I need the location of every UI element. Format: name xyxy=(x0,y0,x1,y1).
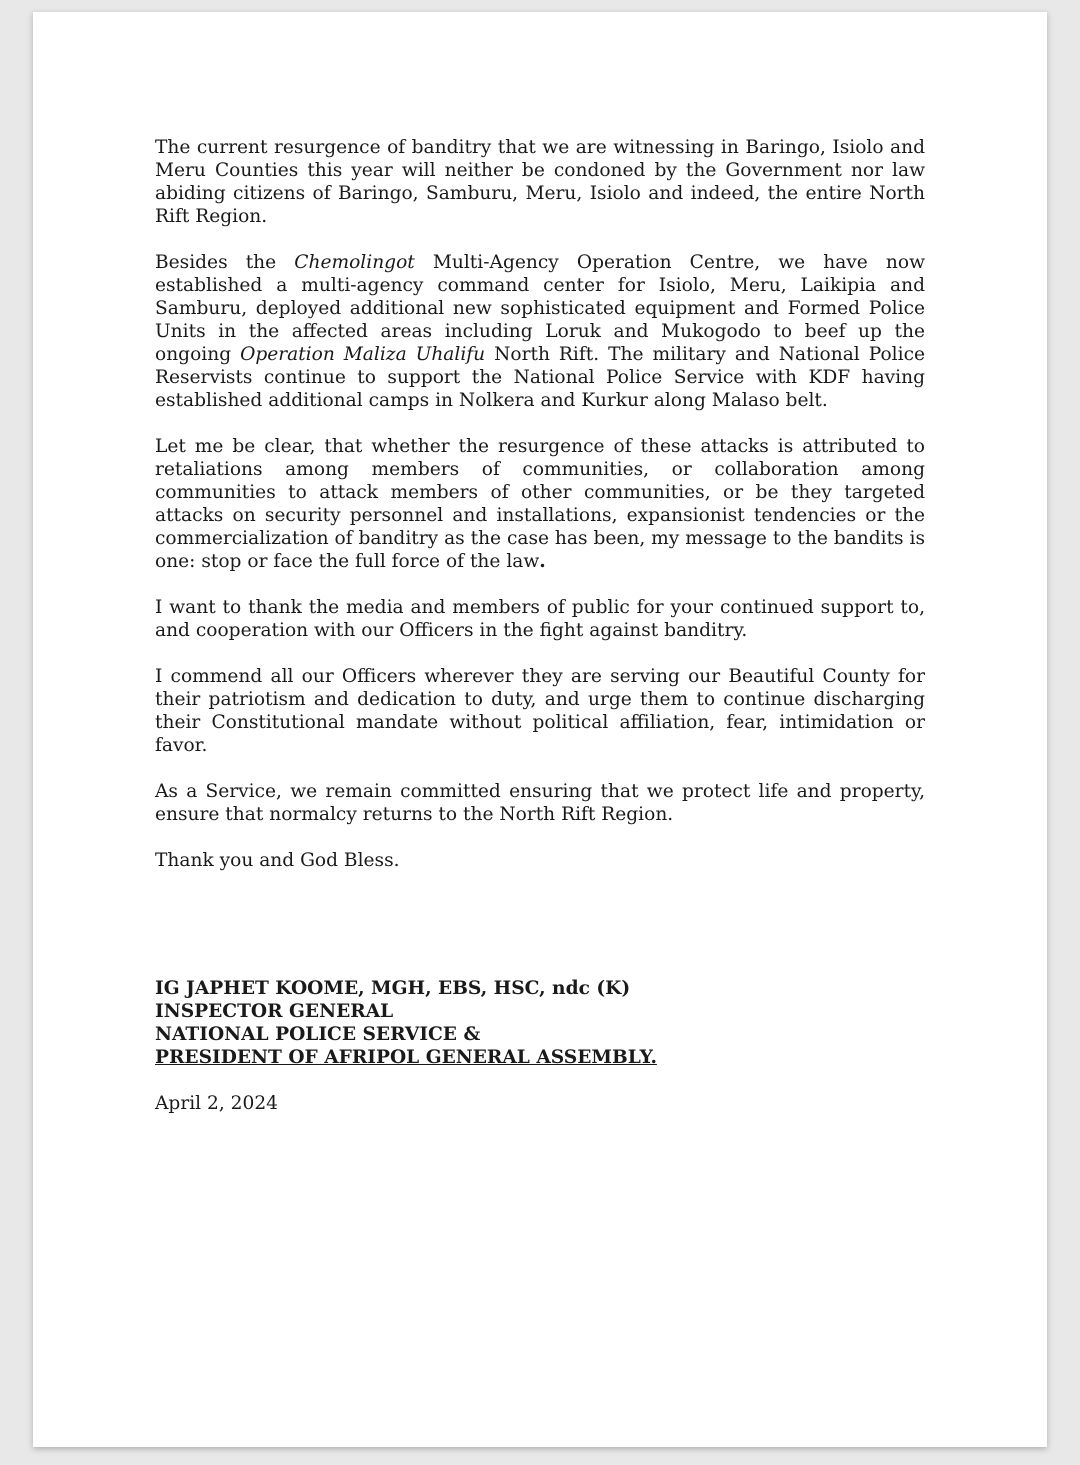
paragraph-message-to-bandits xyxy=(155,435,925,573)
signatory-service: NATIONAL POLICE SERVICE & xyxy=(155,1024,481,1045)
document-body xyxy=(155,136,925,1115)
signatory-title: INSPECTOR GENERAL xyxy=(155,1001,394,1022)
paragraph-text: Besides the xyxy=(155,252,295,273)
paragraph-text: Multi-Agency Operation Centre, we have now established a multi-agency command center for Isiolo, Meru, Laikipia and Samburu, deployed additional new sophisticated equipment and Formed Police Units in the affected areas including Loruk and Mukogodo to beef up the ongoing xyxy=(155,252,925,365)
signatory-afripol-title: PRESIDENT OF AFRIPOL GENERAL ASSEMBLY. xyxy=(155,1047,657,1068)
signature-block xyxy=(155,977,925,1069)
paragraph-resurgence: The current resurgence of banditry that we are witnessing in Baringo, Isiolo and Meru Counties this year will neither be condoned by the Government nor law abiding citizens of Baringo, Samburu, Meru, Isiolo and indeed, the entire North Rift Region. xyxy=(155,137,925,227)
operation-name-emphasis: Operation Maliza Uhalifu xyxy=(240,344,486,365)
document-page xyxy=(33,12,1047,1447)
paragraph-operation-centre xyxy=(155,251,925,412)
paragraph-thanks-media: I want to thank the media and members of public for your continued support to, and cooperation with our Officers in the fight against banditry. xyxy=(155,597,925,641)
paragraph-text: North Rift. The military and National Police Reservists continue to support the National Police Service with KDF having established additional camps in Nolkera and Kurkur along Malaso belt. xyxy=(155,344,925,411)
bold-period: . xyxy=(539,551,546,572)
chemolingot-emphasis: Chemolingot xyxy=(294,252,415,273)
paragraph-text: Let me be clear, that whether the resurgence of these attacks is attributed to retaliations among members of communities, or collaboration among communities to attack members of other communities, or be they targeted attacks on security personnel and installations, expansionist tendencies or the commercialization of banditry as the case has been, my message to the bandits is one: stop or face the full force of the law xyxy=(155,436,925,572)
signatory-name: IG JAPHET KOOME, MGH, EBS, HSC, ndc (K) xyxy=(155,978,631,999)
document-date: April 2, 2024 xyxy=(155,1093,278,1114)
paragraph-commend-officers: I commend all our Officers wherever they are serving our Beautiful County for their patriotism and dedication to duty, and urge them to continue discharging their Constitutional mandate without political affiliation, fear, intimidation or favor. xyxy=(155,666,925,756)
paragraph-closing: Thank you and God Bless. xyxy=(155,850,400,871)
paragraph-commitment: As a Service, we remain committed ensuring that we protect life and property, ensure that normalcy returns to the North Rift Region. xyxy=(155,781,925,825)
